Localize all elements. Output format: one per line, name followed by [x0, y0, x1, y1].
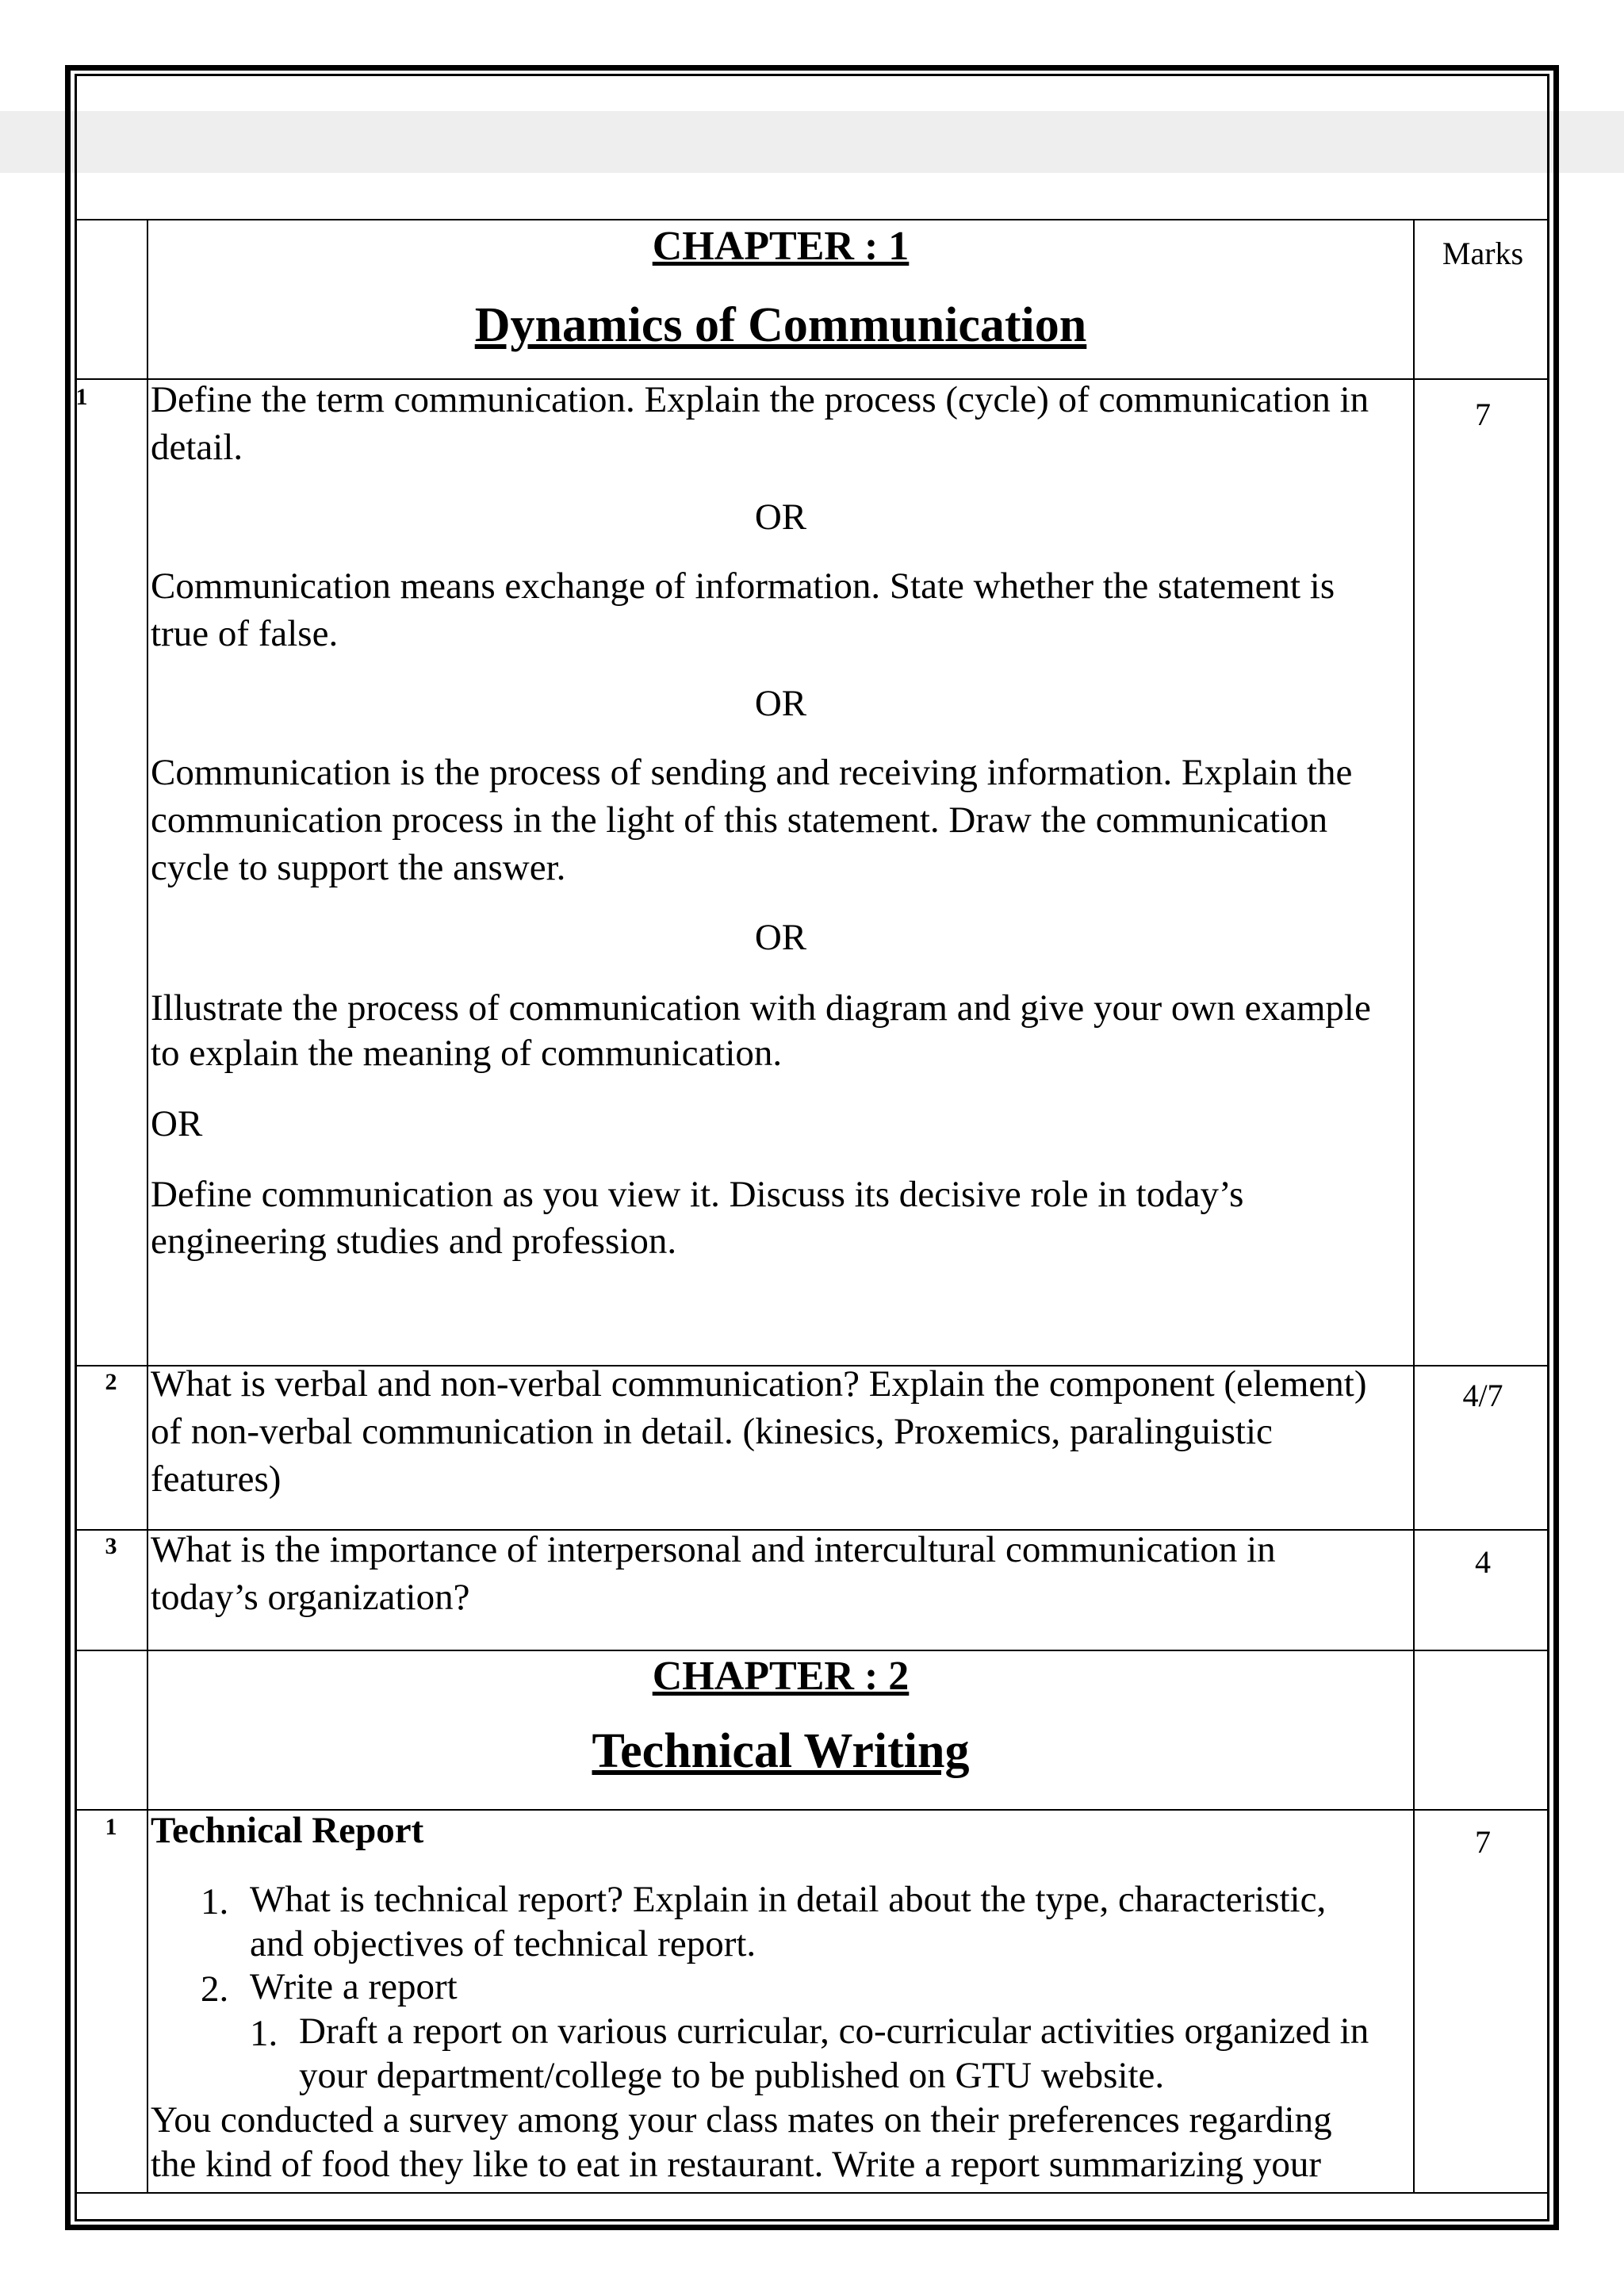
question-text: You conducted a survey among your class mates on their preferences regarding	[151, 2099, 1332, 2141]
question-text: true of false.	[151, 613, 339, 654]
marks-header: Marks	[1442, 236, 1524, 271]
list-item-text: Write a report	[250, 1966, 458, 2007]
question-text: Define the term communication. Explain the process (cycle) of communication in	[151, 379, 1369, 420]
question-text: What is the importance of interpersonal and intercultural communication in	[151, 1529, 1276, 1570]
chapter-1-title: Dynamics of Communication	[474, 298, 1087, 352]
question-number: 1	[105, 1814, 117, 1840]
list-item-text: What is technical report? Explain in detail about the type, characteristic,	[250, 1879, 1327, 1920]
question-number: 3	[105, 1533, 117, 1559]
question-text: today’s organization?	[151, 1577, 470, 1618]
list-item-text: and objectives of technical report.	[250, 1923, 756, 1964]
question-number: 2	[105, 1369, 117, 1395]
sub-list-item-text: your department/college to be published on GTU website.	[299, 2055, 1165, 2096]
or-separator: OR	[754, 917, 807, 958]
question-marks: 4/7	[1462, 1378, 1503, 1413]
list-number: 1.	[201, 1881, 229, 1922]
question-text: engineering studies and profession.	[151, 1221, 677, 1262]
question-text: the kind of food they like to eat in restaurant. Write a report summarizing your	[151, 2144, 1322, 2185]
question-number: 1	[75, 384, 88, 410]
question-text: cycle to support the answer.	[151, 847, 566, 888]
chapter-1-heading: CHAPTER : 1	[652, 224, 910, 269]
or-separator: OR	[754, 496, 807, 538]
question-text: features)	[151, 1458, 282, 1500]
question-marks: 4	[1475, 1544, 1491, 1580]
question-text: Communication means exchange of information. State whether the statement is	[151, 565, 1335, 607]
question-text: What is verbal and non-verbal communication? Explain the component (element)	[151, 1363, 1367, 1405]
question-text: to explain the meaning of communication.	[151, 1033, 783, 1074]
question-text: Communication is the process of sending and receiving information. Explain the	[151, 752, 1353, 793]
list-number: 2.	[201, 1968, 229, 2010]
chapter-2-title: Technical Writing	[592, 1724, 970, 1778]
technical-report-label: Technical Report	[151, 1810, 424, 1851]
question-marks: 7	[1475, 397, 1491, 432]
column-rule	[1413, 219, 1415, 2192]
sub-list-item-text: Draft a report on various curricular, co-curricular activities organized in	[299, 2010, 1369, 2052]
question-text: Illustrate the process of communication with diagram and give your own example	[151, 987, 1371, 1029]
question-text: detail.	[151, 427, 243, 468]
or-separator: OR	[754, 683, 807, 724]
or-separator: OR	[151, 1103, 203, 1144]
question-text: of non-verbal communication in detail. (kinesics, Proxemics, paralinguistic	[151, 1411, 1273, 1452]
table-bottom-rule	[76, 2192, 1549, 2194]
question-marks: 7	[1475, 1824, 1491, 1860]
question-text: communication process in the light of this statement. Draw the communication	[151, 799, 1328, 841]
sub-list-number: 1.	[250, 2013, 278, 2054]
question-text: Define communication as you view it. Discuss its decisive role in today’s	[151, 1174, 1244, 1215]
chapter-2-heading: CHAPTER : 2	[652, 1654, 910, 1699]
